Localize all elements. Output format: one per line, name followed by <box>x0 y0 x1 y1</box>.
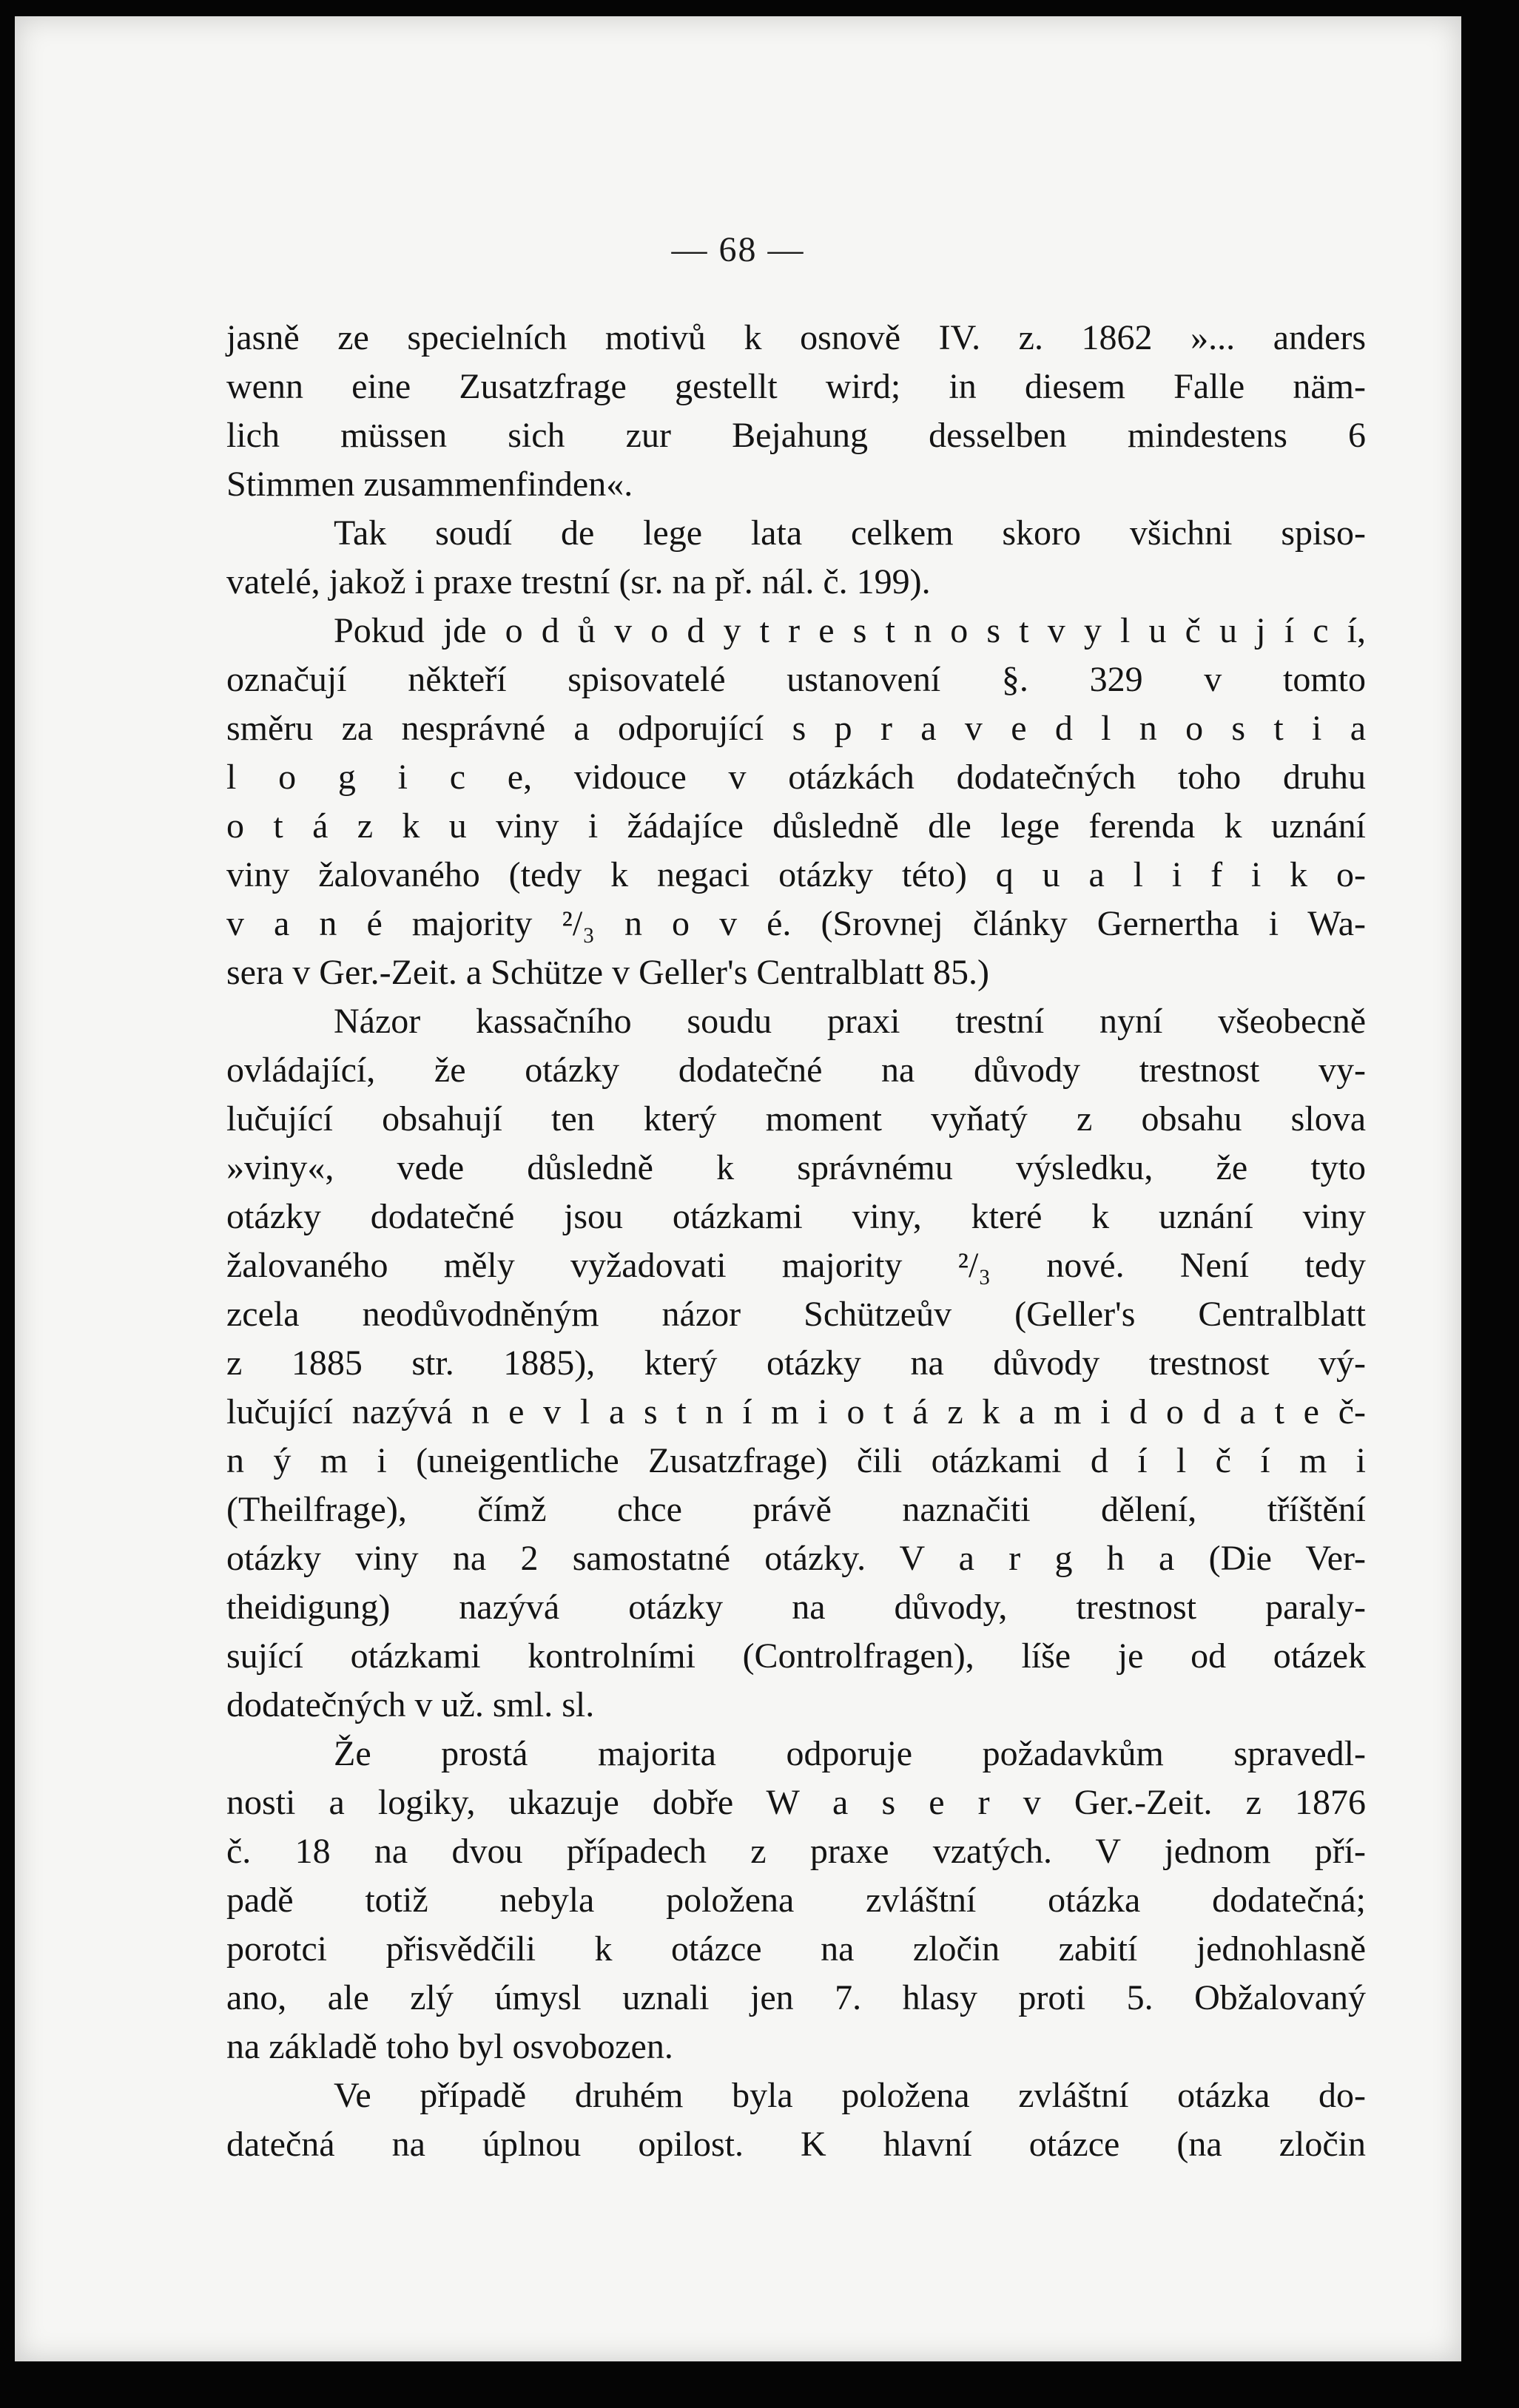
text-line: jasně ze specielních motivů k osnově IV. z. 1862 »... anders <box>226 318 1366 357</box>
text-line: zcela neodůvodněným názor Schützeův (Geller's Centralblatt <box>226 1295 1366 1334</box>
text-line: lučující obsahují ten který moment vyňatý z obsahu slova <box>226 1099 1366 1139</box>
text-line: žalovaného měly vyžadovati majority ²/₃ nové. Není tedy <box>226 1246 1366 1285</box>
text-line: wenn eine Zusatzfrage gestellt wird; in diesem Falle näm- <box>226 367 1366 406</box>
text-line: sující otázkami kontrolními (Controlfragen), líše je od otázek <box>226 1636 1366 1676</box>
text-line: Že prostá majorita odporuje požadavkům spravedl- <box>334 1734 1366 1773</box>
text-line: padě totiž nebyla položena zvláštní otázka dodatečná; <box>226 1881 1366 1920</box>
text-line: ano, ale zlý úmysl uznali jen 7. hlasy proti 5. Obžalovaný <box>226 1978 1366 2017</box>
text-line: na základě toho byl osvobozen. <box>226 2027 673 2066</box>
text-line: Tak soudí de lege lata celkem skoro všichni spiso- <box>334 513 1366 553</box>
text-line: Pokud jde o d ů v o d y t r e s t n o s t v y l u č u j í c í, <box>334 611 1366 650</box>
text-line: lich müssen sich zur Bejahung desselben mindestens 6 <box>226 416 1366 455</box>
text-line: Názor kassačního soudu praxi trestní nyní všeobecně <box>334 1002 1366 1041</box>
text-line: z 1885 str. 1885), který otázky na důvody trestnost vý- <box>226 1343 1366 1383</box>
text-line: (Theilfrage), čímž chce právě naznačiti dělení, tříštění <box>226 1490 1366 1529</box>
text-line: lučující nazývá n e v l a s t n í m i o t á z k a m i d o d a t e č- <box>226 1392 1366 1431</box>
text-line: otázky dodatečné jsou otázkami viny, které k uznání viny <box>226 1197 1366 1236</box>
text-line: nosti a logiky, ukazuje dobře W a s e r v Ger.-Zeit. z 1876 <box>226 1783 1366 1822</box>
text-line: »viny«, vede důsledně k správnému výsledku, že tyto <box>226 1148 1366 1187</box>
text-line: o t á z k u viny i žádajíce důsledně dle lege ferenda k uznání <box>226 806 1366 846</box>
text-line: č. 18 na dvou případech z praxe vzatých. V jednom pří- <box>226 1832 1366 1871</box>
text-line: datečná na úplnou opilost. K hlavní otázce (na zločin <box>226 2125 1366 2164</box>
text-line: sera v Ger.-Zeit. a Schütze v Geller's Centralblatt 85.) <box>226 953 989 992</box>
text-line: Stimmen zusammenfinden«. <box>226 465 633 504</box>
body-text <box>226 314 1366 2169</box>
text-line: porotci přisvědčili k otázce na zločin zabití jednohlasně <box>226 1929 1366 1969</box>
book-page <box>15 16 1461 2361</box>
text-line: směru za nesprávné a odporující s p r a v e d l n o s t i a <box>226 709 1366 748</box>
text-line: Ve případě druhém byla položena zvláštní otázka do- <box>334 2076 1366 2115</box>
text-line: viny žalovaného (tedy k negaci otázky této) q u a l i f i k o- <box>226 855 1366 894</box>
text-line: theidigung) nazývá otázky na důvody, trestnost paraly- <box>226 1588 1366 1627</box>
text-line: otázky viny na 2 samostatné otázky. V a r g h a (Die Ver- <box>226 1539 1366 1578</box>
text-line: n ý m i (uneigentliche Zusatzfrage) čili otázkami d í l č í m i <box>226 1441 1366 1480</box>
page-number: — 68 — <box>671 230 805 269</box>
text-line: označují někteří spisovatelé ustanovení §. 329 v tomto <box>226 660 1366 699</box>
text-line: dodatečných v už. sml. sl. <box>226 1685 595 1724</box>
text-line: vatelé, jakož i praxe trestní (sr. na př. nál. č. 199). <box>226 562 931 601</box>
text-line: v a n é majority ²/₃ n o v é. (Srovnej články Gernertha i Wa- <box>226 904 1366 943</box>
text-line: l o g i c e, vidouce v otázkách dodatečných toho druhu <box>226 758 1366 797</box>
text-line: ovládající, že otázky dodatečné na důvody trestnost vy- <box>226 1050 1366 1090</box>
